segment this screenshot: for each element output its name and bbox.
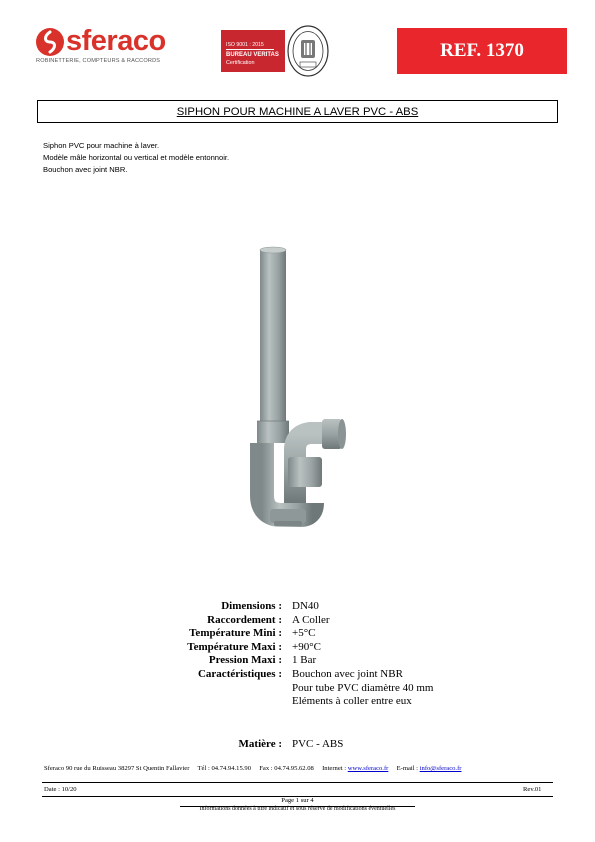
material-row [150,738,470,750]
spec-label: Dimensions : [221,600,282,612]
document-date: Date : 10/20 [44,786,77,793]
fax-text: Fax : 04.74.95.62.08 [259,765,314,772]
brand-tagline: ROBINETTERIE, COMPTEURS & RACCORDS [36,58,161,64]
spec-label: Caractéristiques : [197,667,282,680]
page-number: Page 1 sur 4 [281,797,314,804]
title-box [37,100,558,123]
spec-label: Température Maxi : [187,640,282,653]
email-link[interactable]: info@sferaco.fr [419,765,462,772]
bureau-veritas-seal-icon [286,24,330,78]
disclaimer-note: Informations données à titre indicatif et sous réserve de modifications éventuelles [199,806,396,812]
spec-row-caracteristiques [150,668,470,709]
description-line: Siphon PVC pour machine à laver. [43,141,160,150]
specifications [150,600,470,709]
cert-bureau: BUREAU VERITAS [226,52,279,58]
spec-value: Bouchon avec joint NBR [292,667,403,680]
phone-text: Tél : 04.74.94.15.90 [197,765,252,772]
reference-number: REF. 1370 [440,40,524,61]
spec-row-temp-maxi [150,641,470,655]
internet-label: Internet : [322,765,347,772]
spec-value: Pour tube PVC diamètre 40 mm [292,681,434,694]
product-image [200,245,390,535]
spec-value: +5°C [292,627,316,640]
document-revision: Rev.01 [523,786,542,793]
address-text: Sferaco 90 rue du Ruisseau 38297 St Quentin Fallavier [44,765,190,772]
footer-address [44,765,461,772]
cert-label: Certification [226,60,255,66]
sferaco-logo-icon [36,28,64,56]
cert-divider [226,49,274,50]
cert-iso: ISO 9001 : 2015 [226,42,264,48]
spec-row-raccordement [150,614,470,628]
description-line: Modèle mâle horizontal ou vertical et modèle entonnoir. [43,153,230,163]
spec-value: +90°C [292,640,321,653]
sferaco-logo [36,26,186,70]
spec-value: Eléments à coller entre eux [292,695,412,708]
certification-badge [221,30,285,72]
spec-label: Température Mini : [189,627,282,640]
page-title: SIPHON POUR MACHINE A LAVER PVC - ABS [176,105,419,118]
brand-name: sferaco [66,25,166,57]
spec-label: Raccordement : [207,613,282,626]
spec-row-dimensions [150,600,470,614]
spec-value: DN40 [292,600,319,612]
website-link[interactable]: www.sferaco.fr [347,765,389,772]
description-line: Bouchon avec joint NBR. [43,165,128,175]
material-label: Matière : [238,738,282,750]
spec-row-temp-mini [150,627,470,641]
footer-divider [42,782,553,783]
reference-box [397,28,567,74]
spec-row-pression [150,654,470,668]
description [43,140,229,177]
spec-label: Pression Maxi : [208,654,282,667]
material-value: PVC - ABS [292,738,344,750]
email-label: E-mail : [396,765,419,772]
spec-value: 1 Bar [292,654,317,667]
spec-value: A Coller [292,613,330,626]
